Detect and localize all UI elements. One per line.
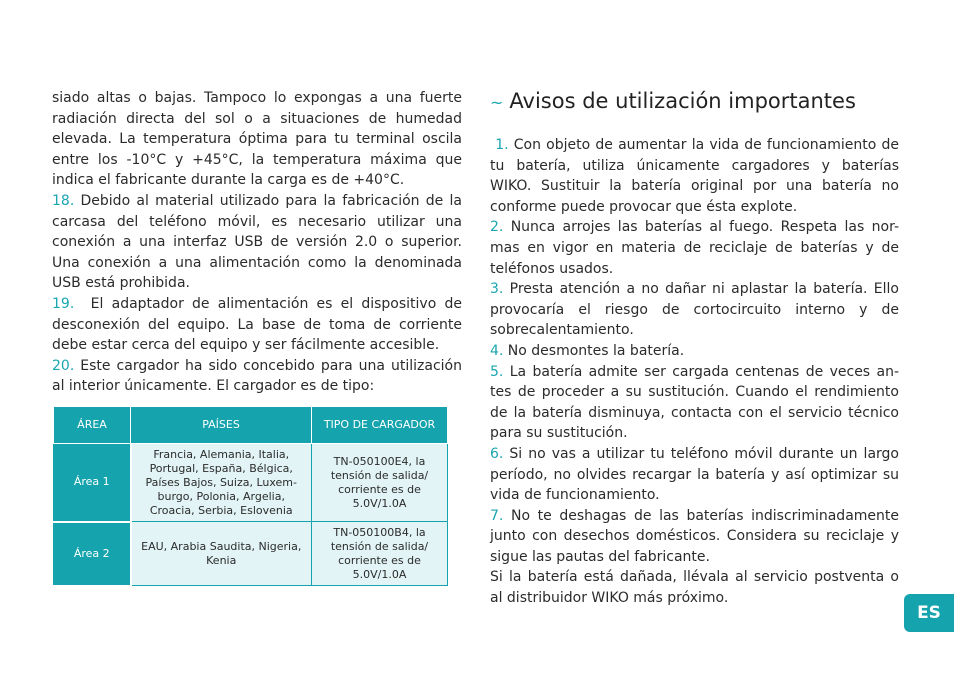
- item-text: No te deshagas de las baterías indiscriminadamente junto con desechos domésticos. Considera su reciclaje y sigue las pautas del fabricante.: [490, 507, 899, 565]
- section-heading: [490, 86, 910, 118]
- list-item: [490, 217, 899, 279]
- list-item: [52, 191, 462, 294]
- heading-text: Avisos de utilización importantes: [509, 89, 856, 113]
- header-area: ÁREA: [54, 407, 131, 444]
- language-tab: ES: [904, 594, 954, 632]
- item-text: Debido al material utilizado para la fabricación de la carcasa del teléfono móvil, es necesario utilizar una conexión a una interfaz USB de versión 2.0 o superior. Una conexión a una alimentación como la denominada USB está prohibida.: [52, 192, 462, 292]
- intro-paragraph: siado altas o bajas. Tampoco lo expongas a una fuerte radiación directa del sol o a situaciones de humedad elevada. La temperatura óptima para tu terminal oscila entre los -10°C y +45°C, la temperatura máxima que indica el fabricante durante la carga es de +40°C.: [52, 90, 462, 189]
- charger-cell: TN-050100B4, la tensión de salida/ corriente es de 5.0V/1.0A: [312, 522, 448, 586]
- table-header-row: [54, 407, 448, 444]
- header-charger-type: TIPO DE CARGADOR: [312, 407, 448, 444]
- list-item: [490, 341, 899, 362]
- item-number: 1.: [490, 137, 509, 153]
- item-number: 19.: [52, 295, 75, 312]
- list-item: [490, 444, 899, 506]
- item-number: 7.: [490, 507, 504, 524]
- list-item: [490, 506, 899, 568]
- charger-table: [53, 406, 448, 587]
- item-number: 5.: [490, 363, 504, 380]
- item-text: Presta atención a no dañar ni aplastar la batería. Ello provocaría el riesgo de cortocircuito interno y de sobrecalentamiento.: [490, 281, 899, 339]
- item-text: Este cargador ha sido concebido para una utilización al interior únicamente. El cargador es de tipo:: [52, 357, 462, 395]
- area-cell: Área 1: [54, 444, 131, 522]
- list-item: [52, 294, 467, 356]
- area-cell: Área 2: [54, 522, 131, 586]
- header-countries: PAÍSES: [131, 407, 312, 444]
- item-text: Si no vas a utilizar tu teléfono móvil durante un largo período, no olvides recargar la batería y así optimizar su vida de funcionamiento.: [490, 445, 899, 504]
- item-number: 3.: [490, 281, 504, 298]
- item-number: 18.: [52, 192, 75, 209]
- countries-cell: EAU, Arabia Saudita, Nigeria, Kenia: [131, 522, 312, 586]
- closing-paragraph: Si la batería está dañada, llévala al servicio postventa o al distribuidor WIKO más próximo.: [490, 569, 899, 607]
- item-text: La batería admite ser cargada centenas de veces an-tes de proceder a su sustitución. Cuando el rendimiento de la batería disminuya, contacta con el servicio técnico para su sustitución.: [490, 363, 899, 442]
- left-column: [52, 88, 467, 397]
- list-item: [52, 356, 462, 397]
- list-item: [490, 279, 899, 341]
- item-text: Nunca arrojes las baterías al fuego. Respeta las nor-mas en vigor en materia de reciclaje de baterías y de teléfonos usados.: [490, 219, 899, 277]
- table-row: [54, 444, 448, 522]
- list-item: [490, 362, 899, 444]
- item-number: 2.: [490, 219, 504, 236]
- list-item: [490, 135, 899, 217]
- item-text: Con objeto de aumentar la vida de funcionamiento de tu batería, utiliza únicamente cargadores y baterías WIKO. Sustituir la batería original por una batería no conforme puede provocar que ésta explote.: [490, 137, 899, 215]
- charger-cell: TN-050100E4, la tensión de salida/ corriente es de 5.0V/1.0A: [312, 444, 448, 522]
- item-number: 20.: [52, 357, 75, 374]
- right-column: [490, 135, 899, 609]
- item-text: No desmontes la batería.: [503, 342, 685, 359]
- countries-cell: Francia, Alemania, Italia, Portugal, España, Bélgica, Países Bajos, Suiza, Luxem-burgo, Polonia, Argelia, Croacia, Serbia, Eslovenia: [131, 444, 312, 522]
- item-text: El adaptador de alimentación es el dispositivo de desconexión del equipo. La base de toma de corriente debe estar cerca del equipo y ser fácilmente accesible.: [52, 295, 467, 354]
- table-row: [54, 522, 448, 586]
- item-number: 4.: [490, 342, 504, 359]
- heading-mark: ~: [490, 93, 504, 112]
- item-number: 6.: [490, 445, 504, 462]
